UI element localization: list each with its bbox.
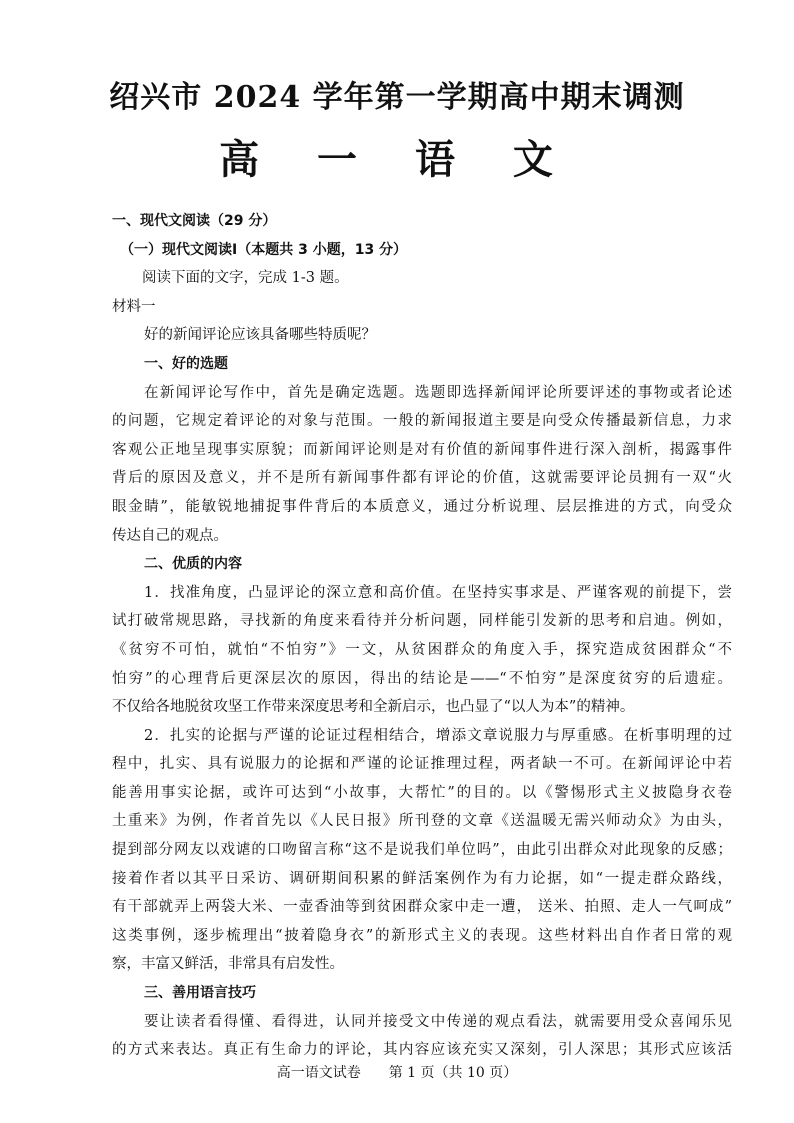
paragraph-2-line: 1．找准角度，凸显评论的深立意和高价值。在坚持实事求是、严谨客观的前提下，尝 <box>144 584 732 601</box>
material-label: 材料一 <box>112 298 156 315</box>
paragraph-1-line: 背后的原因及意义，并不是所有新闻事件都有评论的价值，这就需要评论员拥有一双“火 <box>112 470 732 487</box>
paragraph-3-line: 2．扎实的论据与严谨的论证过程相结合，增添文章说服力与厚重感。在析事明理的过 <box>144 727 732 744</box>
exam-title: 绍兴市 2024 学年第一学期高中期末调测 <box>109 80 685 115</box>
paragraph-3-line: 这类事例，逐步梳理出“披着隐身衣”的新形式主义的表现。这些材料出自作者日常的观 <box>112 927 732 944</box>
paragraph-3-line: 有干部就弄上两袋大米、一壶香油等到贫困群众家中走一遭， 送米、拍照、走人一气呵成” <box>112 899 732 916</box>
paragraph-1-line: 在新闻评论写作中，首先是确定选题。选题即选择新闻评论所要评述的事物或者论述 <box>144 384 732 401</box>
article-heading-3: 三、善用语言技巧 <box>144 985 256 1002</box>
paragraph-3-line: 提到部分网友以戏谑的口吻留言称“这不是说我们单位吗”，由此引出群众对此现象的反感； <box>112 842 732 859</box>
paragraph-4-line: 要让读者看得懂、看得进，认同并接受文中传递的观点看法，就需要用受众喜闻乐见 <box>144 1013 732 1030</box>
article-heading-1: 一、好的选题 <box>144 355 228 372</box>
sub-section-heading: （一）现代文阅读Ⅰ（本题共 3 小题，13 分） <box>120 241 408 258</box>
paragraph-3-line: 能善用事实论据，或许可达到“小故事，大帮忙”的目的。以《警惕形式主义披隐身衣卷 <box>112 784 732 801</box>
paragraph-1-line: 传达自己的观点。 <box>112 527 228 544</box>
paragraph-3-line: 土重来》为例，作者首先以《人民日报》所刊登的文章《送温暖无需兴师动众》为由头， <box>112 813 732 830</box>
paragraph-2-line: 试打破常规思路，寻找新的角度来看待并分析问题，同样能引发新的思考和启迪。例如， <box>112 613 732 630</box>
paragraph-1-line: 的问题，它规定着评论的对象与范围。一般的新闻报道主要是向受众传播最新信息，力求 <box>112 413 732 430</box>
paragraph-3-line: 接着作者以其平日采访、调研期间积累的鲜活案例作为有力论据，如“一提走群众路线， <box>112 870 732 887</box>
paragraph-4-line: 的方式来表达。真正有生命力的评论，其内容应该充实又深刻，引人深思；其形式应该活 <box>112 1042 732 1059</box>
paragraph-3-line: 程中，扎实、具有说服力的论据和严谨的论证推理过程，两者缺一不可。在新闻评论中若 <box>112 756 732 773</box>
section-heading: 一、现代文阅读（29 分） <box>112 213 277 229</box>
article-heading-2: 二、优质的内容 <box>144 556 242 573</box>
article-intro: 好的新闻评论应该具备哪些特质呢？ <box>144 327 376 344</box>
paragraph-1-line: 眼金睛”，能敏锐地捕捉事件背后的本质意义，通过分析说理、层层推进的方式，向受众 <box>112 498 732 515</box>
subject-title: 高 一 语 文 <box>219 136 575 183</box>
paragraph-2-line: 怕穷”的心理背后更深层次的原因，得出的结论是——“不怕穷”是深度贫穷的后遗症。 <box>112 670 732 687</box>
paragraph-2-line: 不仅给各地脱贫攻坚工作带来深度思考和全新启示，也凸显了“以人为本”的精神。 <box>112 699 635 716</box>
paragraph-1-line: 客观公正地呈现事实原貌；而新闻评论则是对有价值的新闻事件进行深入剖析，揭露事件 <box>112 441 732 458</box>
paragraph-2-line: 《贫穷不可怕，就怕“不怕穷”》一文，从贫困群众的角度入手，探究造成贫困群众“不 <box>112 641 732 658</box>
exam-content <box>112 207 732 1065</box>
page-footer: 高一语文试卷 第 1 页（共 10 页） <box>276 1065 518 1081</box>
paragraph-3-line: 察，丰富又鲜活，非常具有启发性。 <box>112 956 344 973</box>
reading-instruction: 阅读下面的文字，完成 1-3 题。 <box>142 270 349 287</box>
